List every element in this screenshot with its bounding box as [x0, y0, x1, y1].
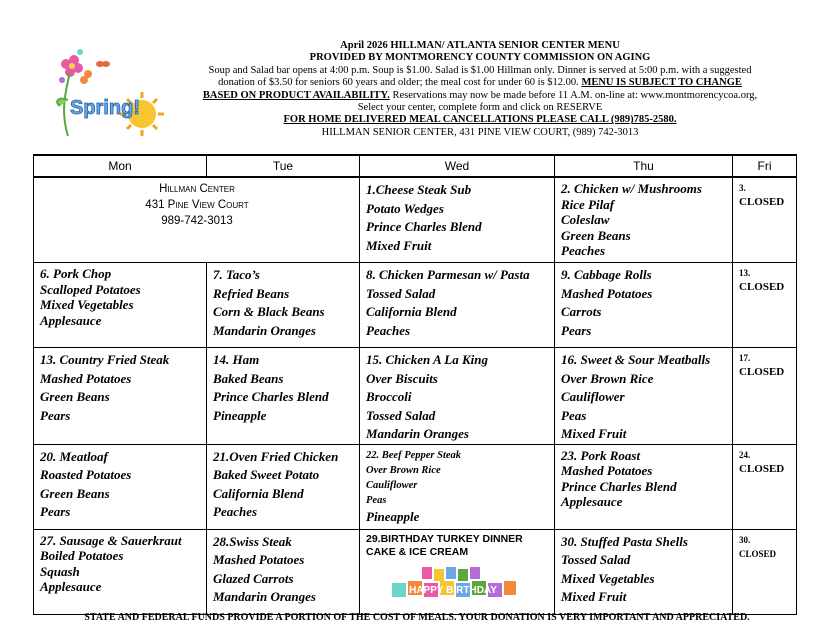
menu-item: Corn & Black Beans: [213, 304, 325, 319]
menu-item: Carrots: [561, 304, 602, 319]
menu-item: Potato Wedges: [366, 200, 444, 216]
menu-item: Pineapple: [366, 508, 420, 524]
svg-text:HAPPY BIRTHDAY: HAPPY BIRTHDAY: [409, 584, 497, 596]
menu-item: Tossed Salad: [366, 407, 436, 423]
week-row: [34, 529, 797, 614]
menu-item: Mandarin Oranges: [213, 322, 316, 338]
menu-calendar: [33, 154, 797, 615]
menu-cell-apr-2: [555, 177, 733, 263]
day-number: 3.: [739, 183, 746, 193]
spring-text: Spring!: [70, 97, 140, 119]
day-header-tue: Tue: [207, 155, 360, 177]
menu-item: 27. Sausage & Sauerkraut: [40, 532, 182, 548]
home-delivered-line: FOR HOME DELIVERED MEAL CANCELLATIONS PLEASE CALL (989)785-2580.: [283, 114, 677, 126]
menu-item: Prince Charles Blend: [366, 219, 482, 234]
info-line-3: [160, 90, 800, 102]
closed-label: CLOSED: [739, 462, 785, 475]
menu-item: Scalloped Potatoes: [40, 281, 141, 297]
menu-item: Over Brown Rice: [561, 370, 654, 386]
menu-item: Peas: [561, 407, 587, 423]
menu-cell-apr-30: [555, 529, 733, 614]
menu-item: Mixed Vegetables: [561, 570, 655, 586]
menu-item: Pears: [40, 504, 71, 519]
menu-item: Boiled Potatoes: [40, 548, 124, 563]
closed-cell-apr-10: [733, 263, 797, 348]
birthday-cake-line: CAKE & ICE CREAM: [366, 545, 469, 558]
closed-cell-apr-30-fri: [733, 529, 797, 614]
menu-item: Over Brown Rice: [366, 464, 441, 476]
menu-item: 14. Ham: [213, 352, 260, 367]
menu-item: Peaches: [561, 243, 606, 258]
spring-logo: [48, 40, 166, 152]
center-address-line: HILLMAN SENIOR CENTER, 431 PINE VIEW COURT, (989) 742-3013: [321, 126, 639, 138]
menu-title: April 2026 HILLMAN/ ATLANTA SENIOR CENTER MENU: [340, 40, 620, 51]
menu-cell-apr-9: [555, 263, 733, 348]
happy-birthday-banner-icon: [388, 565, 518, 599]
menu-item: Peaches: [366, 322, 411, 338]
menu-item: California Blend: [213, 485, 304, 501]
menu-item: 28.Swiss Steak: [213, 533, 292, 549]
menu-item: Baked Beans: [213, 370, 284, 386]
subject-to-change: MENU IS SUBJECT TO CHANGE: [581, 77, 742, 89]
menu-cell-apr-29: [360, 529, 555, 614]
day-header-fri: Fri: [733, 155, 797, 177]
menu-item: 20. Meatloaf: [40, 448, 108, 464]
day-header-wed: Wed: [360, 155, 555, 177]
closed-label: CLOSED: [739, 281, 785, 293]
menu-item: Pineapple: [213, 407, 267, 423]
menu-item: Broccoli: [366, 389, 412, 404]
menu-item: 8. Chicken Parmesan w/ Pasta: [366, 267, 530, 282]
menu-item: Refried Beans: [213, 285, 290, 301]
menu-item: Prince Charles Blend: [213, 389, 329, 404]
menu-item: 23. Pork Roast: [561, 447, 641, 463]
menu-item: 6. Pork Chop: [40, 266, 112, 281]
menu-cell-apr-6: [34, 263, 207, 348]
menu-cell-apr-28: [207, 529, 360, 614]
center-phone: 989-742-3013: [161, 215, 233, 227]
menu-item: Coleslaw: [561, 212, 610, 227]
menu-item: Mixed Vegetables: [40, 297, 134, 312]
center-info: [40, 181, 354, 229]
closed-label: CLOSED: [739, 548, 777, 559]
menu-item: 9. Cabbage Rolls: [561, 267, 652, 282]
menu-cell-apr-23: [555, 444, 733, 529]
menu-item: Mixed Fruit: [561, 589, 627, 604]
menu-item: Applesauce: [40, 312, 102, 328]
menu-item: 15. Chicken A La King: [366, 352, 488, 367]
menu-cell-apr-8: [360, 263, 555, 348]
day-header-row: [34, 155, 797, 177]
menu-item: Green Beans: [40, 485, 110, 501]
week-row: [34, 348, 797, 445]
menu-cell-apr-22: [360, 444, 555, 529]
menu-cell-apr-15: [360, 348, 555, 445]
menu-item: 21.Oven Fried Chicken: [213, 448, 339, 464]
info-line-1: Soup and Salad bar opens at 4:00 p.m. Soup is $1.00. Salad is $1.00 Hillman only. Dinner is served at 5:00 p.m. with a suggested: [208, 64, 752, 76]
donation-text: donation of $3.50 for seniors 60 years and older; the meal cost for under 60 is $12.00.: [218, 77, 579, 89]
menu-item: Mixed Fruit: [366, 237, 432, 253]
menu-item: Mashed Potatoes: [561, 285, 653, 301]
reservation-text: Reservations may now be made before 11 A.M. on-line at: www.montmorencycoa.org,: [392, 89, 758, 101]
menu-item: Applesauce: [561, 494, 623, 509]
closed-cell-apr-3: [733, 177, 797, 263]
menu-item: Mashed Potatoes: [40, 370, 132, 386]
center-info-cell: [34, 177, 360, 263]
closed-label: CLOSED: [739, 196, 785, 208]
menu-item: Prince Charles Blend: [561, 478, 677, 494]
menu-item: Squash: [40, 563, 80, 579]
day-header-thu: Thu: [555, 155, 733, 177]
day-number: 17.: [739, 353, 751, 363]
menu-item: Mandarin Oranges: [366, 426, 469, 441]
menu-item: Green Beans: [40, 389, 110, 404]
menu-item: Mandarin Oranges: [213, 589, 316, 604]
info-line-2: [160, 77, 800, 89]
menu-cell-apr-16: [555, 348, 733, 445]
menu-item: Peaches: [213, 504, 258, 519]
funding-footer: STATE AND FEDERAL FUNDS PROVIDE A PORTION OF THE COST OF MEALS. YOUR DONATION IS VERY IMPORTANT AND APPRECIATED.: [84, 612, 750, 623]
menu-item: 30. Stuffed Pasta Shells: [561, 533, 688, 549]
menu-item: Rice Pilaf: [561, 196, 615, 212]
menu-item: California Blend: [366, 304, 457, 319]
menu-item: Pears: [40, 407, 71, 423]
menu-item: Cauliflower: [366, 479, 418, 491]
menu-item: 16. Sweet & Sour Meatballs: [561, 352, 711, 367]
menu-item: Green Beans: [561, 227, 631, 243]
menu-cell-apr-20: [34, 444, 207, 529]
butterfly-icon: [96, 61, 110, 67]
week-row: [34, 263, 797, 348]
menu-item: Roasted Potatoes: [40, 467, 132, 482]
closed-cell-apr-17: [733, 348, 797, 445]
menu-cell-apr-13: [34, 348, 207, 445]
menu-cell-apr-27: [34, 529, 207, 614]
menu-item: 13. Country Fried Steak: [40, 352, 170, 367]
menu-cell-apr-7: [207, 263, 360, 348]
day-number: 24.: [739, 449, 751, 460]
menu-header: [160, 40, 800, 139]
closed-label: CLOSED: [739, 366, 785, 378]
product-availability: BASED ON PRODUCT AVAILABILITY.: [202, 89, 390, 101]
menu-item: 22. Beef Pepper Steak: [366, 449, 462, 461]
week-row: [34, 177, 797, 263]
menu-item: Tossed Salad: [561, 552, 631, 567]
menu-item: Cauliflower: [561, 389, 625, 404]
menu-cell-apr-1: [360, 177, 555, 263]
menu-item: Mashed Potatoes: [213, 552, 305, 567]
info-line-4: Select your center, complete form and click on RESERVE: [357, 102, 603, 114]
birthday-dinner-line: 29.BIRTHDAY TURKEY DINNER: [366, 532, 523, 545]
flower-icon: [57, 49, 92, 136]
menu-cell-apr-14: [207, 348, 360, 445]
menu-cell-apr-21: [207, 444, 360, 529]
menu-item: Mashed Potatoes: [561, 463, 653, 478]
menu-item: 2. Chicken w/ Mushrooms: [561, 181, 702, 196]
day-number: 30.: [739, 534, 751, 545]
menu-item: Pears: [561, 322, 592, 338]
menu-item: Applesauce: [40, 579, 102, 594]
center-name: Hillman Center: [159, 183, 235, 195]
menu-item: Glazed Carrots: [213, 570, 294, 586]
menu-item: Mixed Fruit: [561, 426, 627, 441]
menu-item: Baked Sweet Potato: [213, 467, 320, 482]
day-header-mon: Mon: [34, 155, 207, 177]
menu-item: 7. Taco’s: [213, 267, 260, 282]
menu-item: Tossed Salad: [366, 285, 436, 301]
closed-cell-apr-24: [733, 444, 797, 529]
day-number: 13.: [739, 268, 751, 278]
menu-item: 1.Cheese Steak Sub: [366, 182, 472, 197]
menu-item: Over Biscuits: [366, 370, 438, 386]
menu-item: Peas: [366, 494, 387, 506]
week-row: [34, 444, 797, 529]
center-address: 431 Pine View Court: [145, 199, 249, 211]
provider-line: PROVIDED BY MONTMORENCY COUNTY COMMISSION ON AGING: [309, 52, 651, 64]
